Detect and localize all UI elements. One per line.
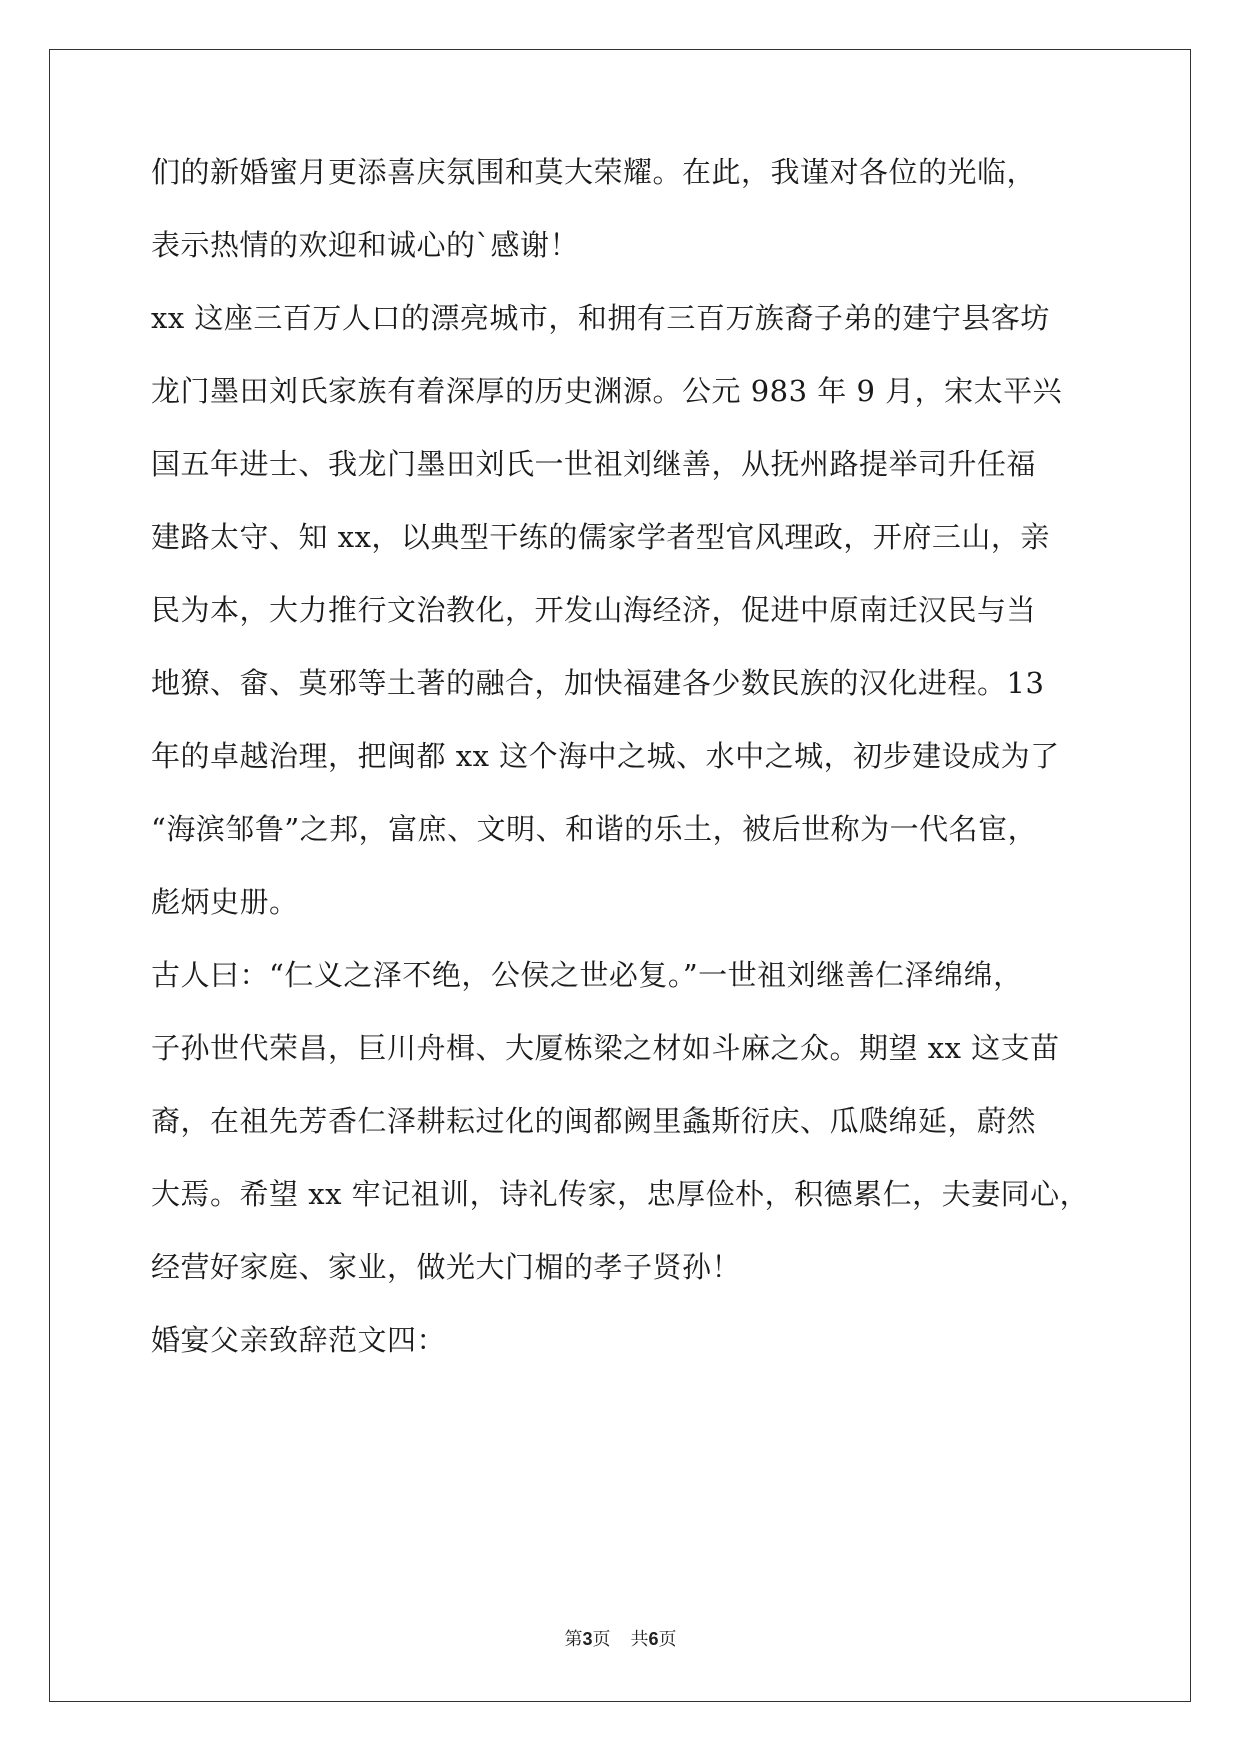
page-footer [0,1627,1241,1652]
text-line: 经营好家庭、家业，做光大门楣的孝子贤孙！ [151,1250,742,1284]
text-line: 年的卓越治理，把闽都 xx 这个海中之城、水中之城，初步建设成为了 [151,739,1060,773]
text-line: 龙门墨田刘氏家族有着深厚的历史渊源。公元 983 年 9 月，宋太平兴 [151,374,1063,408]
total-suffix: 页 [658,1629,677,1650]
text-line: 彪炳史册。 [151,885,299,919]
text-line: 古人曰：“仁义之泽不绝，公侯之世必复。”一世祖刘继善仁泽绵绵， [151,958,1023,992]
text-line: “海滨邹鲁”之邦，富庶、文明、和谐的乐土，被后世称为一代名宦， [151,812,1038,846]
total-pages: 6 [648,1629,659,1649]
text-line: 建路太守、知 xx，以典型干练的儒家学者型官风理政，开府三山，亲 [151,520,1050,554]
total-prefix: 共 [630,1629,649,1650]
text-line: 们的新婚蜜月更添喜庆氛围和莫大荣耀。在此，我谨对各位的光临， [151,155,1037,189]
text-line: 表示热情的欢迎和诚心的`感谢！ [151,228,580,262]
page-suffix: 页 [592,1629,611,1650]
text-line: 地獠、畲、莫邪等土著的融合，加快福建各少数民族的汉化进程。13 [151,666,1045,700]
text-line: 大焉。希望 xx 牢记祖训，诗礼传家，忠厚俭朴，积德累仁，夫妻同心， [151,1177,1090,1211]
text-line: 婚宴父亲致辞范文四： [151,1323,447,1357]
text-line: 裔，在祖先芳香仁泽耕耘过化的闽都阙里螽斯衍庆、瓜瓞绵延，蔚然 [151,1104,1037,1138]
text-line: 子孙世代荣昌，巨川舟楫、大厦栋梁之材如斗麻之众。期望 xx 这支苗 [151,1031,1060,1065]
page-number: 3 [582,1629,593,1649]
page-border [49,49,1191,1702]
text-line: 国五年进士、我龙门墨田刘氏一世祖刘继善，从抚州路提举司升任福 [151,447,1037,481]
text-line: 民为本，大力推行文治教化，开发山海经济，促进中原南迁汉民与当 [151,593,1037,627]
text-line: xx 这座三百万人口的漂亮城市，和拥有三百万族裔子弟的建宁县客坊 [151,301,1050,335]
page-prefix: 第 [564,1629,583,1650]
